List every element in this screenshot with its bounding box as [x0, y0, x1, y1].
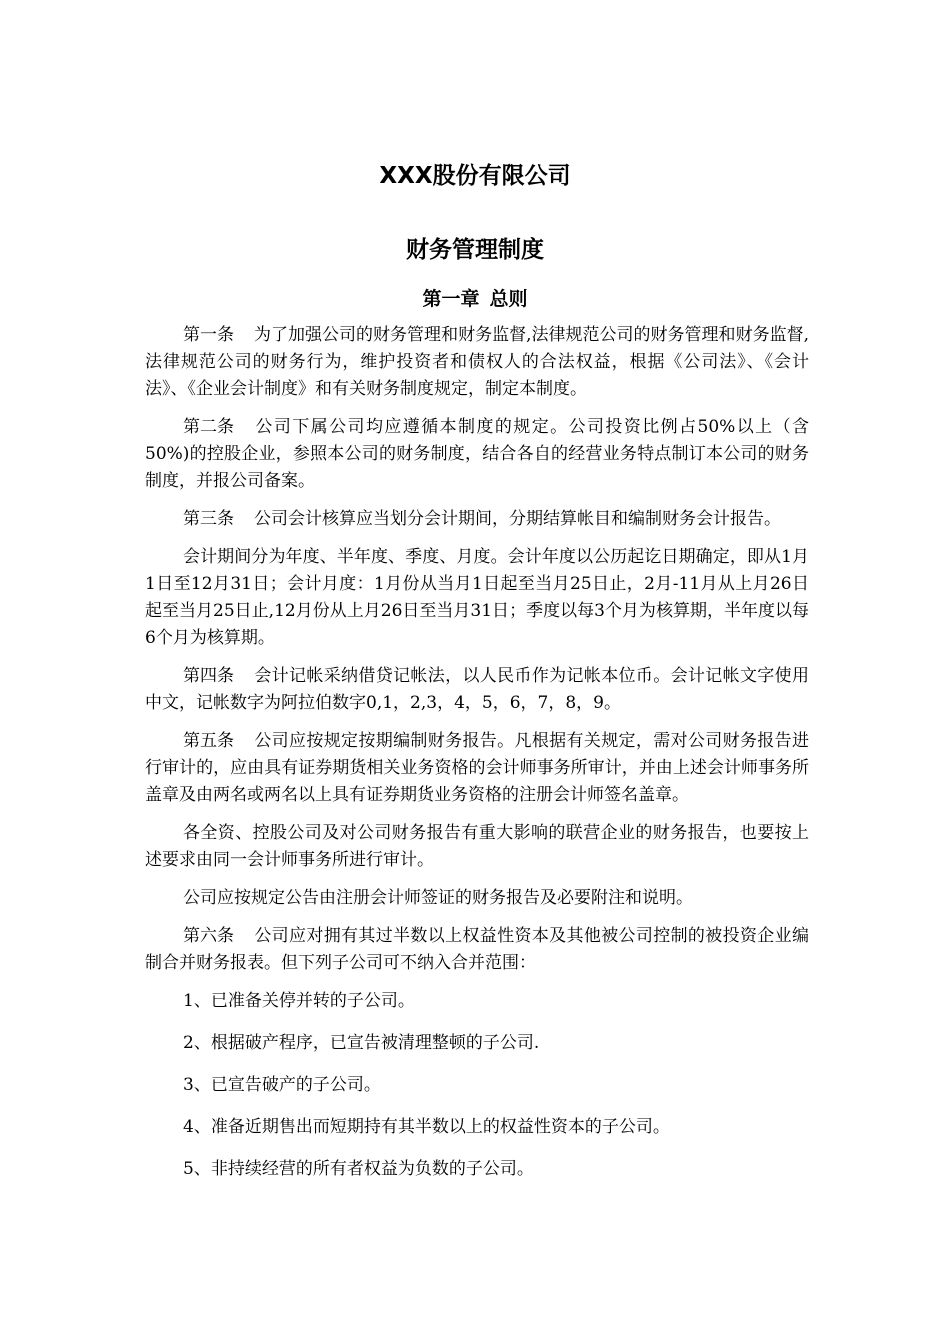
article-text: 公司应按规定按期编制财务报告。凡根据有关规定，需对公司财务报告进行审计的，应由具有证券期货相关业务资格的会计师事务所审计，并由上述会计师事务所盖章及由两名或两名以上具有证券期货业务资格的注册会计师签名盖章。	[145, 731, 809, 805]
paragraph-text: 各全资、控股公司及对公司财务报告有重大影响的联营企业的财务报告，也要按上述要求由同一会计师事务所进行审计。	[145, 823, 809, 870]
paragraph-text: 公司应按规定公告由注册会计师签证的财务报告及必要附注和说明。	[183, 888, 693, 908]
accounting-period-paragraph	[145, 544, 809, 652]
article-6	[145, 923, 809, 977]
article-3	[145, 506, 809, 533]
article-label: 第六条	[183, 926, 234, 946]
announcement-paragraph	[145, 885, 809, 912]
article-label: 第五条	[183, 731, 234, 751]
paragraph-text: 会计期间分为年度、半年度、季度、月度。会计年度以公历起讫日期确定，即从1月1日至12月31日；会计月度：1月份从当月1日起至当月25日止，2月-11月从上月26日起至当月25日止,12月份从上月26日至当月31日；季度以每3个月为核算期，半年度以每6个月为核算期。	[145, 547, 809, 648]
chapter-number: 第一章	[422, 288, 480, 310]
article-2	[145, 414, 809, 495]
article-text: 公司下属公司均应遵循本制度的规定。公司投资比例占50%以上（含50%)的控股企业，参照本公司的财务制度，结合各自的经营业务特点制订本公司的财务制度，并报公司备案。	[145, 417, 809, 491]
article-4	[145, 663, 809, 717]
list-item: 1、已准备关停并转的子公司。	[183, 991, 415, 1011]
article-5	[145, 728, 809, 809]
chapter-title: 总则	[489, 288, 528, 310]
article-label: 第三条	[183, 509, 234, 529]
article-label: 第二条	[183, 417, 234, 437]
list-item: 4、准备近期售出而短期持有其半数以上的权益性资本的子公司。	[183, 1117, 670, 1137]
list-item: 3、已宣告破产的子公司。	[183, 1075, 381, 1095]
audit-paragraph	[145, 820, 809, 874]
document-title: 财务管理制度	[406, 237, 544, 263]
list-item: 2、根据破产程序，已宣告被清理整顿的子公司.	[183, 1033, 540, 1053]
article-text: 公司会计核算应当划分会计期间，分期结算帐目和编制财务会计报告。	[254, 509, 781, 529]
chapter-heading	[0, 282, 950, 316]
company-title: XXX股份有限公司	[379, 163, 571, 189]
list-item: 5、非持续经营的所有者权益为负数的子公司。	[183, 1159, 534, 1179]
article-label: 第一条	[183, 325, 234, 345]
article-text: 为了加强公司的财务管理和财务监督,法律规范公司的财务管理和财务监督,法律规范公司的财务行为，维护投资者和债权人的合法权益，根据《公司法》、《会计法》、《企业会计制度》和有关财务制度规定，制定本制度。	[145, 325, 809, 399]
article-text: 公司应对拥有其过半数以上权益性资本及其他被公司控制的被投资企业编制合并财务报表。但下列子公司可不纳入合并范围：	[145, 926, 809, 973]
body-text	[145, 322, 809, 1198]
article-text: 会计记帐采纳借贷记帐法，以人民币作为记帐本位币。会计记帐文字使用中文，记帐数字为阿拉伯数字0,1，2,3，4，5，6，7，8，9。	[145, 666, 809, 713]
article-1	[145, 322, 809, 403]
article-label: 第四条	[183, 666, 234, 686]
